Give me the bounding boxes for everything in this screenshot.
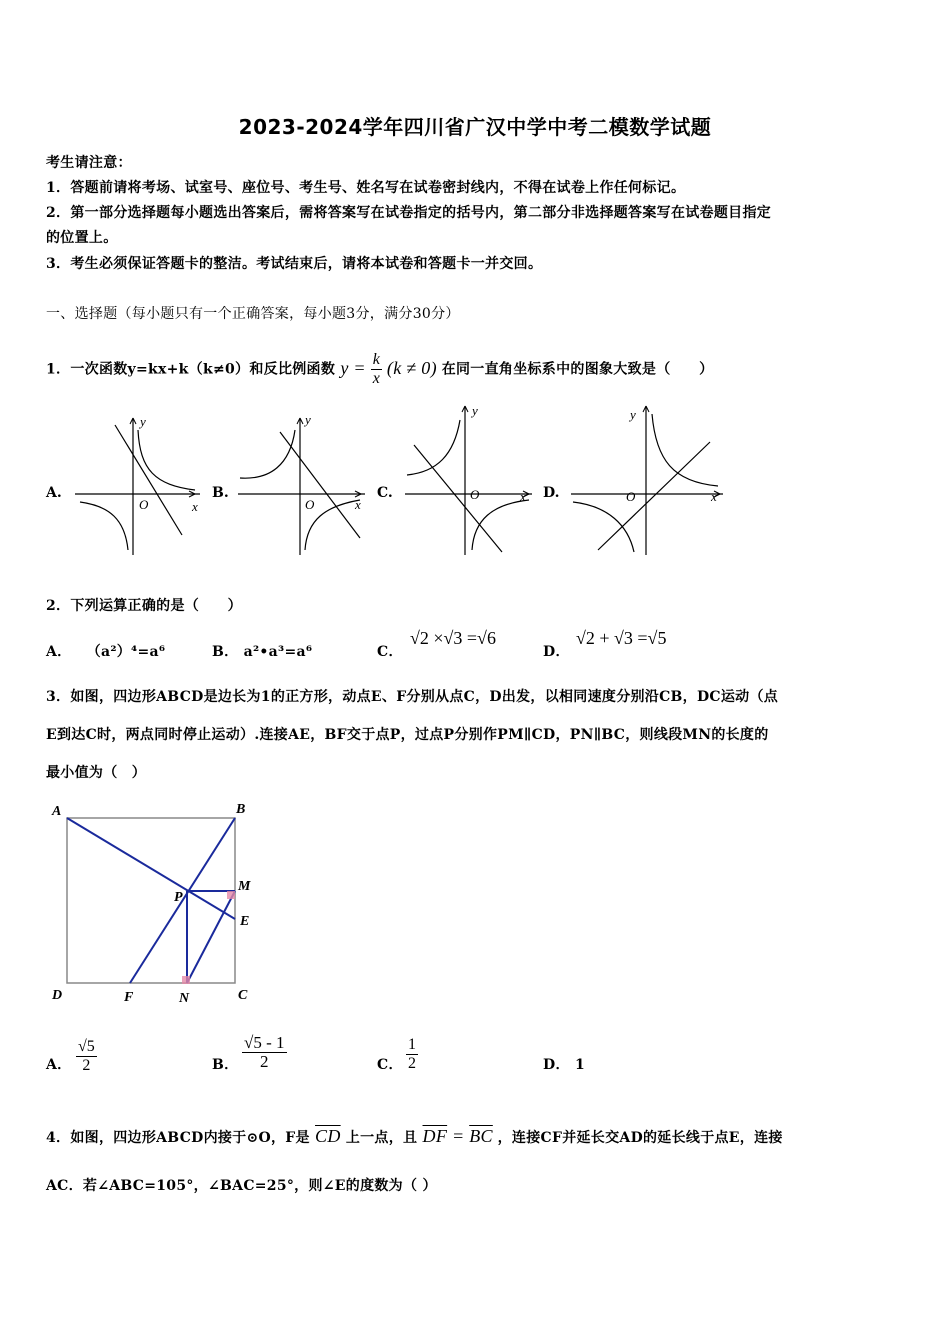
x-label: x xyxy=(711,489,717,504)
point-label-p: P xyxy=(174,890,183,905)
right-angle-mark-m xyxy=(227,891,235,899)
square-abcd xyxy=(67,818,235,983)
q4-line-1 xyxy=(46,1126,783,1147)
q3-option-a-fraction xyxy=(76,1038,97,1075)
q1-formula-den: x xyxy=(372,370,381,387)
q3-line-2: E到达C时，两点同时停止运动）.连接AE，BF交于点P，过点P分别作PM∥CD，PN∥BC，则线段MN的长度的 xyxy=(46,727,769,743)
point-label-e: E xyxy=(240,914,250,929)
q3-option-c-label: C． xyxy=(377,1057,403,1073)
q1-formula-num: k xyxy=(372,351,381,368)
q3-option-d-label: D． xyxy=(543,1057,570,1073)
point-label-f: F xyxy=(124,990,134,1005)
page-title: 2023-2024学年四川省广汉中学中考二模数学试题 xyxy=(238,115,712,139)
q2-option-c-text: √2 ×√3 =√6 xyxy=(410,628,496,648)
linear-line xyxy=(115,425,182,535)
notice-item-2: 2．第一部分选择题每小题选出答案后，需将答案写在试卷指定的括号内，第二部分非选择题答案写在试卷题目指定 xyxy=(46,205,772,221)
q1-option-c-label: C. xyxy=(377,485,393,501)
point-label-m: M xyxy=(238,879,251,894)
hyperbola-branch-1 xyxy=(652,414,718,486)
q1-graph-c xyxy=(402,400,542,560)
linear-line xyxy=(414,445,502,552)
q1-formula xyxy=(340,351,441,387)
origin-label: O xyxy=(470,487,480,502)
q1-option-a-label: A. xyxy=(46,485,62,501)
q1-option-d-label: D. xyxy=(543,485,560,501)
point-label-c: C xyxy=(238,988,248,1003)
q3-option-c-value xyxy=(406,1036,418,1073)
q4-arc-eq: = xyxy=(451,1126,465,1146)
x-label: x xyxy=(192,499,198,514)
point-label-d: D xyxy=(52,988,63,1003)
q1-prefix: 1．一次函数y=kx+k（k≠0）和反比例函数 xyxy=(46,361,336,378)
point-label-a: A xyxy=(52,804,62,819)
q4-part-2: 上一点，且 xyxy=(345,1130,418,1146)
q3-option-b-fraction xyxy=(242,1034,287,1071)
q3-option-a-value xyxy=(76,1038,97,1075)
hyperbola-branch-1 xyxy=(240,430,295,478)
q3-option-d-text: 1 xyxy=(574,1057,585,1073)
q3-line-3: 最小值为（ ） xyxy=(46,765,147,781)
linear-line xyxy=(280,432,360,538)
q4-arc-cd xyxy=(315,1126,341,1146)
q2-option-b-label: B． xyxy=(212,644,239,660)
y-label: y xyxy=(140,414,146,429)
right-angle-mark-n xyxy=(182,976,190,984)
q2-option-a-text: （a²）⁴=a⁶ xyxy=(86,644,166,660)
q3-option-a-den: 2 xyxy=(82,1057,91,1074)
y-label: y xyxy=(472,403,478,418)
notice-item-2-cont: 的位置上。 xyxy=(46,230,118,246)
q3-line-1: 3．如图，四边形ABCD是边长为1的正方形，动点E、F分别从点C，D出发，以相同速度分别沿CB，DC运动（点 xyxy=(46,689,779,705)
q4-arc-equation xyxy=(423,1126,498,1146)
point-label-b: B xyxy=(236,802,246,817)
q4-arc-cd-text: $\overline{CD}$ xyxy=(315,1126,341,1146)
q1-formula-cond: (k ≠ 0) xyxy=(386,357,437,378)
q1-suffix: 在同一直角坐标系中的图象大致是（ ） xyxy=(441,361,714,378)
q2-option-a-label: A． xyxy=(46,644,72,660)
x-label: x xyxy=(355,497,361,512)
q4-arc-df-text: $\overline{DF}$ xyxy=(422,1126,448,1146)
q1-graph-a xyxy=(70,410,210,560)
q2-option-a xyxy=(46,641,165,661)
linear-line xyxy=(598,442,710,550)
q4-arc-bc-text: $\overline{BC}$ xyxy=(469,1126,493,1146)
notice-item-3: 3．考生必须保证答题卡的整洁。考试结束后，请将本试卷和答题卡一并交回。 xyxy=(46,256,543,272)
q3-option-a-num: √5 xyxy=(78,1038,95,1055)
q2-option-d-label: D． xyxy=(543,644,570,660)
origin-label: O xyxy=(139,497,149,512)
section-heading: 一、选择题（每小题只有一个正确答案，每小题3分，满分30分） xyxy=(46,306,460,322)
q3-option-c-num: 1 xyxy=(408,1036,416,1053)
hyperbola-branch-2 xyxy=(80,502,128,550)
segment-ae xyxy=(67,818,235,919)
y-label: y xyxy=(630,407,636,422)
q4-part-1: 4．如图，四边形ABCD内接于⊙O，F是 xyxy=(46,1130,310,1146)
q3-option-c-fraction xyxy=(406,1036,418,1073)
q1-stem xyxy=(46,351,713,388)
q2-option-b-text: a²•a³=a⁶ xyxy=(243,644,313,660)
y-label: y xyxy=(305,412,311,427)
hyperbola-branch-1 xyxy=(407,420,460,475)
q3-option-a-label: A． xyxy=(46,1057,72,1073)
point-label-n: N xyxy=(179,991,190,1006)
q2-option-c-label: C． xyxy=(377,644,403,660)
q1-graph-b xyxy=(235,410,375,560)
q3-option-b-label: B． xyxy=(212,1057,239,1073)
q1-option-b-label: B. xyxy=(212,485,229,501)
origin-label: O xyxy=(626,489,636,504)
q3-option-d xyxy=(543,1054,585,1074)
q1-formula-fraction xyxy=(371,351,382,388)
q3-option-b-den: 2 xyxy=(260,1052,269,1071)
notice-heading: 考生请注意： xyxy=(46,155,132,171)
hyperbola-branch-1 xyxy=(138,430,195,490)
q2-option-d-text: √2 + √3 =√5 xyxy=(576,628,667,648)
q4-part-3: ，连接CF并延长交AD的延长线于点E，连接 xyxy=(497,1130,783,1146)
origin-label: O xyxy=(305,497,315,512)
q3-option-b-num: √5 - 1 xyxy=(244,1033,285,1052)
q3-figure xyxy=(40,795,270,1010)
q3-option-c-den: 2 xyxy=(408,1055,416,1072)
q3-option-b-value xyxy=(242,1034,287,1071)
q4-line-2: AC．若∠ABC=105°，∠BAC=25°，则∠E的度数为（ ） xyxy=(46,1178,437,1194)
q1-formula-lhs: y = xyxy=(340,357,366,378)
x-label: x xyxy=(520,489,526,504)
q1-graph-d xyxy=(568,400,728,560)
notice-item-1: 1．答题前请将考场、试室号、座位号、考生号、姓名写在试卷密封线内，不得在试卷上作任何标记。 xyxy=(46,180,686,196)
q2-stem: 2．下列运算正确的是（ ） xyxy=(46,598,242,614)
q2-option-b xyxy=(212,641,312,661)
